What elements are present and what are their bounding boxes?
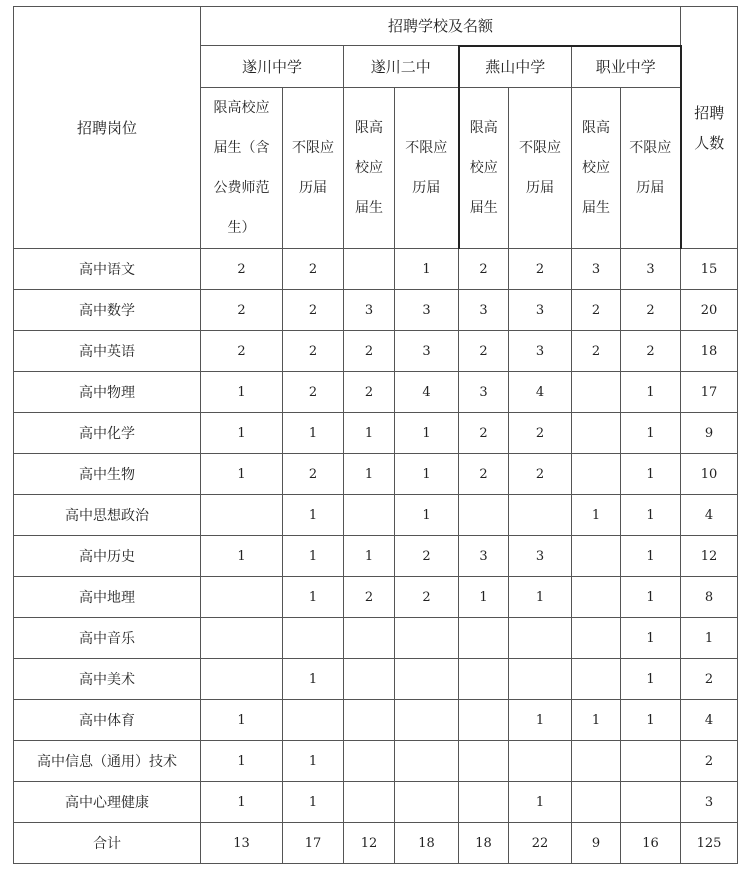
row-total: 2 <box>681 659 738 700</box>
row-total: 18 <box>681 331 738 372</box>
total-header <box>681 7 738 249</box>
quota-cell: 3 <box>509 536 572 577</box>
position-name: 高中物理 <box>14 372 201 413</box>
position-name: 高中历史 <box>14 536 201 577</box>
table-row <box>14 454 738 495</box>
sub-header <box>572 88 621 249</box>
quota-cell: 2 <box>395 577 459 618</box>
totals-cell: 17 <box>283 823 344 864</box>
totals-cell: 18 <box>459 823 509 864</box>
table-row <box>14 700 738 741</box>
schools-title: 招聘学校及名额 <box>201 7 681 46</box>
quota-cell: 1 <box>621 372 681 413</box>
table-row <box>14 331 738 372</box>
quota-cell <box>572 372 621 413</box>
quota-cell: 2 <box>283 372 344 413</box>
quota-cell: 1 <box>283 659 344 700</box>
quota-cell: 2 <box>509 249 572 290</box>
position-name: 高中语文 <box>14 249 201 290</box>
row-total: 12 <box>681 536 738 577</box>
quota-cell <box>572 536 621 577</box>
quota-cell <box>201 495 283 536</box>
quota-cell: 1 <box>621 495 681 536</box>
quota-cell: 3 <box>395 290 459 331</box>
quota-cell <box>201 659 283 700</box>
table-row <box>14 372 738 413</box>
quota-cell <box>395 782 459 823</box>
quota-cell <box>344 782 395 823</box>
table-row <box>14 413 738 454</box>
sub-header-text: 不限应历届 <box>629 140 672 196</box>
quota-cell <box>395 700 459 741</box>
quota-cell <box>509 495 572 536</box>
quota-cell <box>509 618 572 659</box>
sub-header <box>201 88 283 249</box>
quota-cell: 1 <box>201 700 283 741</box>
quota-cell: 1 <box>395 249 459 290</box>
quota-cell <box>459 495 509 536</box>
row-total: 10 <box>681 454 738 495</box>
quota-cell: 2 <box>509 454 572 495</box>
quota-cell <box>344 618 395 659</box>
sub-header-text: 限高校应届生（含公费师范生） <box>213 100 270 236</box>
quota-cell: 2 <box>283 454 344 495</box>
quota-cell <box>201 618 283 659</box>
quota-cell <box>572 659 621 700</box>
position-header: 招聘岗位 <box>14 7 201 249</box>
quota-cell: 1 <box>621 618 681 659</box>
quota-cell: 1 <box>509 700 572 741</box>
sub-header <box>621 88 681 249</box>
quota-cell: 1 <box>283 536 344 577</box>
quota-cell: 1 <box>201 782 283 823</box>
quota-cell: 3 <box>395 331 459 372</box>
quota-cell: 2 <box>459 249 509 290</box>
quota-cell <box>344 659 395 700</box>
table-row <box>14 659 738 700</box>
row-total: 9 <box>681 413 738 454</box>
recruitment-table <box>13 6 738 864</box>
sub-header <box>283 88 344 249</box>
sub-header-text: 不限应历届 <box>292 140 334 196</box>
totals-cell: 12 <box>344 823 395 864</box>
quota-cell: 2 <box>201 290 283 331</box>
quota-cell: 1 <box>621 454 681 495</box>
quota-cell: 4 <box>395 372 459 413</box>
quota-cell: 3 <box>459 536 509 577</box>
quota-cell <box>572 454 621 495</box>
quota-cell: 2 <box>459 454 509 495</box>
quota-cell <box>572 782 621 823</box>
quota-cell: 1 <box>395 413 459 454</box>
quota-cell: 1 <box>621 700 681 741</box>
quota-cell <box>395 659 459 700</box>
sub-header-text: 限高校应届生 <box>355 120 383 216</box>
quota-cell <box>509 659 572 700</box>
sub-header <box>459 88 509 249</box>
quota-cell <box>283 700 344 741</box>
quota-cell: 1 <box>201 536 283 577</box>
row-total: 4 <box>681 700 738 741</box>
quota-cell: 3 <box>509 331 572 372</box>
quota-cell: 1 <box>509 577 572 618</box>
quota-cell: 1 <box>621 577 681 618</box>
quota-cell <box>395 618 459 659</box>
school-name: 遂川二中 <box>344 46 459 88</box>
quota-cell: 3 <box>344 290 395 331</box>
quota-cell: 2 <box>283 290 344 331</box>
quota-cell <box>459 741 509 782</box>
quota-cell <box>344 249 395 290</box>
quota-cell: 1 <box>572 495 621 536</box>
table-row <box>14 290 738 331</box>
total-header-text: 招聘人数 <box>694 103 725 152</box>
quota-cell <box>509 741 572 782</box>
totals-cell: 22 <box>509 823 572 864</box>
quota-cell: 1 <box>283 413 344 454</box>
row-total: 4 <box>681 495 738 536</box>
position-name: 高中思想政治 <box>14 495 201 536</box>
quota-cell: 1 <box>344 413 395 454</box>
table-row <box>14 741 738 782</box>
quota-cell: 1 <box>201 372 283 413</box>
position-name: 高中地理 <box>14 577 201 618</box>
header-row-1 <box>14 7 738 46</box>
position-name: 高中体育 <box>14 700 201 741</box>
quota-cell <box>621 782 681 823</box>
table-row <box>14 782 738 823</box>
quota-cell <box>344 700 395 741</box>
quota-cell: 2 <box>201 249 283 290</box>
position-name: 高中生物 <box>14 454 201 495</box>
quota-cell: 2 <box>621 331 681 372</box>
school-name: 燕山中学 <box>459 46 572 88</box>
quota-cell: 1 <box>621 659 681 700</box>
sub-header-text: 限高校应届生 <box>469 120 498 216</box>
quota-cell: 2 <box>459 413 509 454</box>
sub-header-text: 限高校应届生 <box>582 120 610 216</box>
position-name: 高中信息（通用）技术 <box>14 741 201 782</box>
recruitment-table-container <box>13 6 738 864</box>
quota-cell <box>459 659 509 700</box>
row-total: 3 <box>681 782 738 823</box>
quota-cell: 2 <box>283 249 344 290</box>
quota-cell: 2 <box>572 331 621 372</box>
row-total: 2 <box>681 741 738 782</box>
quota-cell: 1 <box>344 536 395 577</box>
quota-cell: 1 <box>283 577 344 618</box>
quota-cell: 1 <box>283 782 344 823</box>
quota-cell: 1 <box>621 536 681 577</box>
quota-cell <box>572 741 621 782</box>
table-row <box>14 495 738 536</box>
position-name: 高中心理健康 <box>14 782 201 823</box>
quota-cell <box>201 577 283 618</box>
sub-header <box>509 88 572 249</box>
row-total: 15 <box>681 249 738 290</box>
quota-cell <box>572 413 621 454</box>
quota-cell: 2 <box>459 331 509 372</box>
position-name: 高中美术 <box>14 659 201 700</box>
quota-cell: 2 <box>509 413 572 454</box>
totals-row <box>14 823 738 864</box>
table-row <box>14 536 738 577</box>
quota-cell: 1 <box>459 577 509 618</box>
row-total: 1 <box>681 618 738 659</box>
quota-cell: 1 <box>283 741 344 782</box>
quota-cell: 1 <box>509 782 572 823</box>
totals-cell: 16 <box>621 823 681 864</box>
quota-cell <box>459 700 509 741</box>
quota-cell: 1 <box>395 495 459 536</box>
quota-cell: 2 <box>344 331 395 372</box>
quota-cell <box>572 577 621 618</box>
sub-header <box>344 88 395 249</box>
quota-cell: 1 <box>572 700 621 741</box>
quota-cell: 3 <box>572 249 621 290</box>
quota-cell: 1 <box>201 413 283 454</box>
row-total: 17 <box>681 372 738 413</box>
quota-cell: 2 <box>572 290 621 331</box>
quota-cell: 2 <box>344 372 395 413</box>
quota-cell: 1 <box>621 413 681 454</box>
quota-cell: 1 <box>344 454 395 495</box>
quota-cell: 2 <box>344 577 395 618</box>
totals-cell: 13 <box>201 823 283 864</box>
quota-cell: 2 <box>395 536 459 577</box>
quota-cell <box>283 618 344 659</box>
row-total: 20 <box>681 290 738 331</box>
quota-cell: 4 <box>509 372 572 413</box>
quota-cell: 3 <box>459 290 509 331</box>
quota-cell: 2 <box>621 290 681 331</box>
totals-label: 合计 <box>14 823 201 864</box>
quota-cell: 1 <box>201 454 283 495</box>
school-name: 遂川中学 <box>201 46 344 88</box>
table-row <box>14 618 738 659</box>
quota-cell <box>621 741 681 782</box>
position-name: 高中英语 <box>14 331 201 372</box>
quota-cell: 2 <box>201 331 283 372</box>
sub-header <box>395 88 459 249</box>
table-row <box>14 249 738 290</box>
totals-cell: 9 <box>572 823 621 864</box>
table-row <box>14 577 738 618</box>
position-name: 高中化学 <box>14 413 201 454</box>
quota-cell: 3 <box>459 372 509 413</box>
quota-cell: 3 <box>509 290 572 331</box>
sub-header-text: 不限应历届 <box>405 140 448 196</box>
row-total: 8 <box>681 577 738 618</box>
quota-cell <box>344 495 395 536</box>
quota-cell <box>459 782 509 823</box>
quota-cell: 1 <box>283 495 344 536</box>
quota-cell: 1 <box>201 741 283 782</box>
quota-cell: 2 <box>283 331 344 372</box>
position-name: 高中数学 <box>14 290 201 331</box>
quota-cell <box>395 741 459 782</box>
quota-cell: 1 <box>395 454 459 495</box>
totals-cell: 18 <box>395 823 459 864</box>
grand-total: 125 <box>681 823 738 864</box>
school-name: 职业中学 <box>572 46 681 88</box>
position-name: 高中音乐 <box>14 618 201 659</box>
quota-cell <box>459 618 509 659</box>
quota-cell <box>572 618 621 659</box>
quota-cell: 3 <box>621 249 681 290</box>
sub-header-text: 不限应历届 <box>519 140 561 196</box>
quota-cell <box>344 741 395 782</box>
